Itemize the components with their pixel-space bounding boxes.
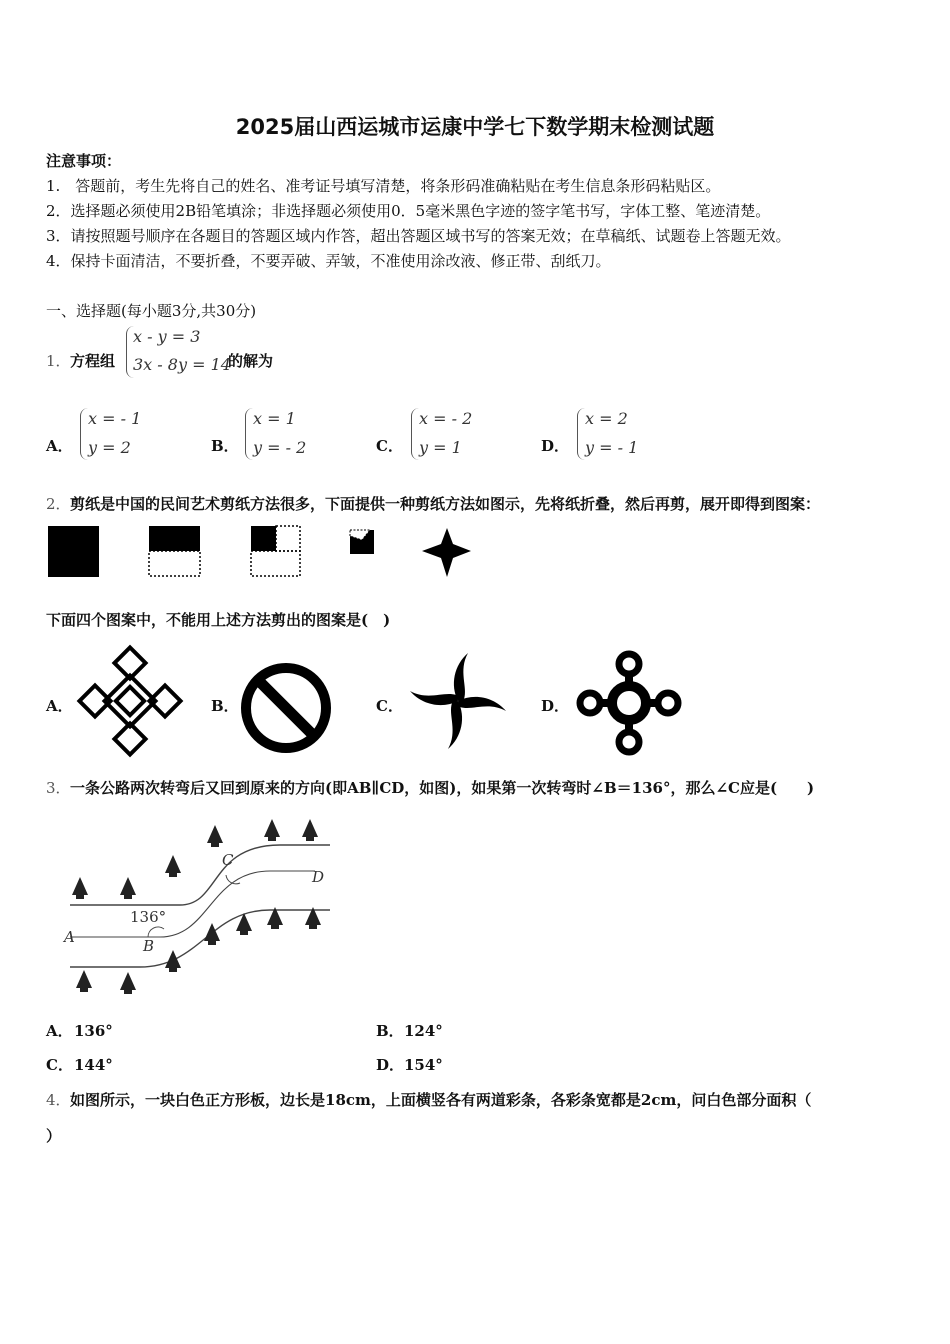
option-equation: x = - 1 [88, 409, 142, 428]
option-label[interactable]: B． [376, 1022, 404, 1040]
point-d-label: D [312, 868, 325, 886]
folded-cut-shape [350, 530, 374, 554]
question-text: 如图所示，一块白色正方形板，边长是18cm，上面横竖各有两道彩条，各彩条宽都是2cm，问白色部分面积（ [70, 1091, 812, 1109]
question-number: 2． [46, 495, 71, 513]
road-diagram [60, 815, 340, 1000]
option-b-prohibition-sign [238, 660, 334, 756]
option-equation: y = 1 [419, 438, 462, 457]
folded-square-1 [48, 526, 99, 577]
notice-item: 2．选择题必须使用2B铅笔填涂；非选择题必须使用0．5毫米黑色字迹的签字笔书写，字体工整、笔迹清楚。 [46, 202, 771, 220]
option-equation: x = 2 [585, 409, 628, 428]
option-label[interactable]: A． [46, 1022, 73, 1040]
equation: x - y = 3 [133, 327, 201, 346]
question-text: 剪纸是中国的民间艺术剪纸方法很多，下面提供一种剪纸方法如图示，先将纸折叠，然后再剪，展开即得到图案： [70, 495, 821, 513]
option-equation: y = 2 [88, 438, 131, 457]
option-label[interactable]: D． [541, 697, 570, 715]
question-number: 4． [46, 1091, 71, 1109]
equation: 3x - 8y = 14 [133, 355, 231, 374]
question-text: 下面四个图案中，不能用上述方法剪出的图案是( ) [46, 611, 391, 629]
point-b-label: B [143, 937, 155, 955]
option-label[interactable]: A． [46, 437, 73, 455]
option-d-ring-cross [576, 650, 682, 756]
option-value: 136° [74, 1022, 113, 1040]
section-heading: 一、选择题(每小题3分,共30分) [46, 302, 257, 320]
option-label[interactable]: B． [211, 697, 239, 715]
point-a-label: A [64, 928, 75, 946]
folded-square-3 [251, 526, 300, 576]
question-number: 1． [46, 352, 71, 370]
option-label[interactable]: C． [376, 697, 403, 715]
option-a-diamond-knot [80, 648, 180, 754]
notice-item: 3．请按照题号顺序在各题目的答题区域内作答，超出答题区域书写的答案无效；在草稿纸、试题卷上答题无效。 [46, 227, 791, 245]
folded-square-2 [149, 526, 200, 576]
option-label[interactable]: B． [211, 437, 239, 455]
option-c-pinwheel [405, 648, 511, 754]
angle-label: 136° [130, 908, 167, 926]
option-label[interactable]: C． [376, 437, 403, 455]
point-c-label: C [222, 851, 234, 869]
option-equation: x = 1 [253, 409, 296, 428]
option-value: 124° [404, 1022, 443, 1040]
paper-folding-steps [46, 524, 906, 584]
question-text: 方程组 [70, 352, 116, 370]
option-equation: y = - 2 [253, 438, 307, 457]
page-title: 2025届山西运城市运康中学七下数学期末检测试题 [235, 115, 715, 139]
unfolded-star-pattern [422, 528, 471, 577]
question-text: 一条公路两次转弯后又回到原来的方向(即AB∥CD，如图)，如果第一次转弯时∠B＝136°，那么∠C应是( ) [70, 779, 815, 797]
notice-heading: 注意事项： [46, 152, 122, 170]
option-equation: x = - 2 [419, 409, 473, 428]
option-equation: y = - 1 [585, 438, 639, 457]
option-label[interactable]: D． [376, 1056, 405, 1074]
option-value: 154° [404, 1056, 443, 1074]
notice-item: 1. 答题前，考生先将自己的姓名、准考证号填写清楚，将条形码准确粘贴在考生信息条形码粘贴区。 [46, 177, 721, 195]
question-text: 的解为 [228, 352, 274, 370]
question-number: 3． [46, 779, 71, 797]
question-text: ） [46, 1127, 62, 1145]
option-label[interactable]: D． [541, 437, 570, 455]
option-label[interactable]: C． [46, 1056, 73, 1074]
option-value: 144° [74, 1056, 113, 1074]
option-label[interactable]: A． [46, 697, 73, 715]
notice-item: 4．保持卡面清洁，不要折叠，不要弄破、弄皱，不准使用涂改液、修正带、刮纸刀。 [46, 252, 611, 270]
